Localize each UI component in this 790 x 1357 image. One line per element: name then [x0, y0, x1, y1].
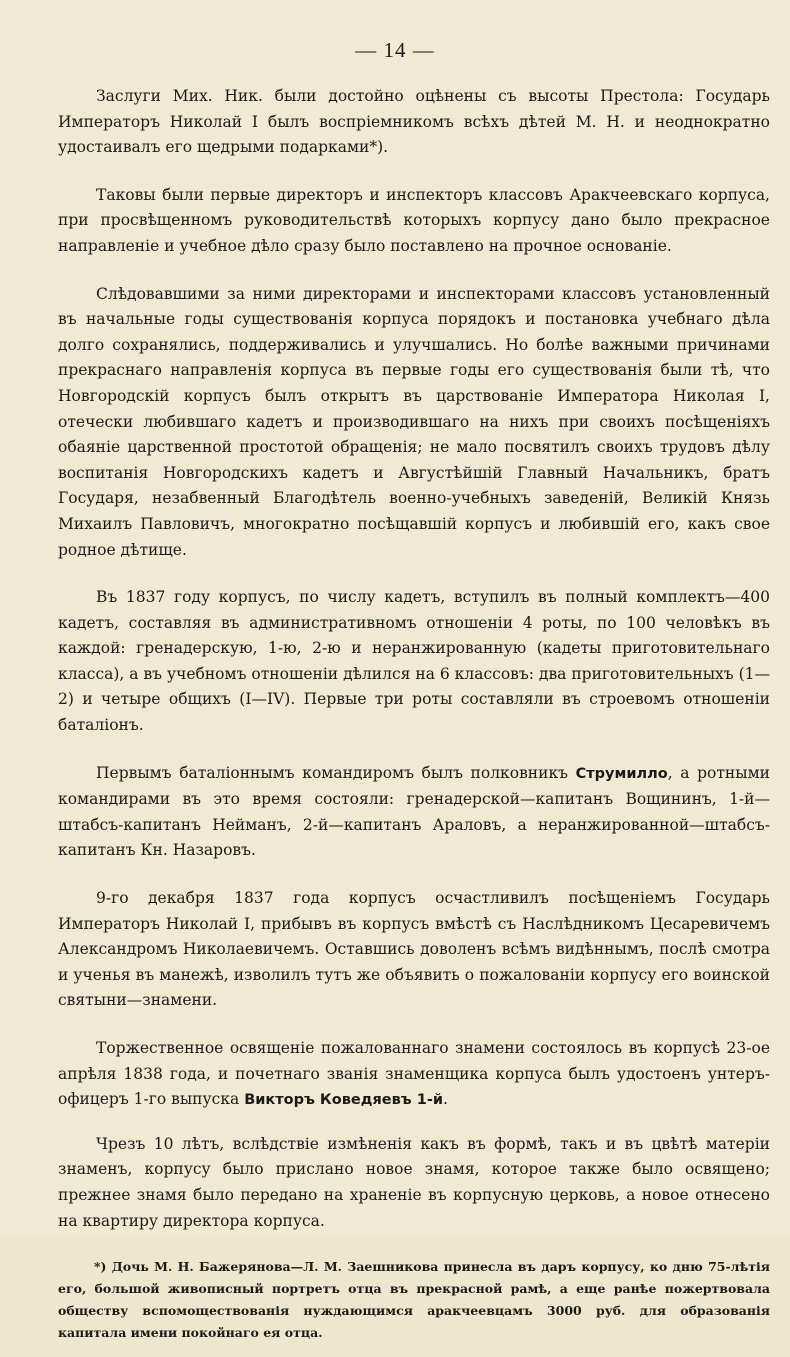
- paragraph-commanders: [58, 761, 770, 864]
- commander-name: Струмилло: [575, 765, 668, 782]
- paragraph-first-directors: Таковы были первые директоръ и инспекторъ классовъ Аракчеевскаго корпуса, при просвѣщенномъ руководительствѣ которыхъ корпусу дано было прекрасное направленіе и учебное дѣло сразу было поставлено на прочное основаніе.: [58, 185, 770, 255]
- paragraph-new-banner: Чрезъ 10 лѣтъ, вслѣдствіе измѣненія какъ въ формѣ, такъ и въ цвѣтѣ матеріи знаменъ, корпусу было прислано новое знамя, которое также было освящено; прежнее знамя было передано на храненіе въ корпусную церковь, а новое отнесено на квартиру директора корпуса.: [58, 1134, 770, 1230]
- footnote-marker: *): [94, 1259, 107, 1275]
- paragraph-successors: Слѣдовавшими за ними директорами и инспекторами классовъ установленный въ начальные годы существованія корпуса порядокъ и постановка учебнаго дѣла долго сохранялись, поддерживались и улучшались. Но болѣе важными причинами прекраснаго направленія корпуса въ первые годы его существованія были тѣ, что Новгородскій корпусъ былъ открытъ въ царствованіе Императора Николая I, отечески любившаго кадетъ и производившаго на нихъ при своихъ посѣщеніяхъ обаяніе царственной простотой обращенія; не мало посвятилъ своихъ трудовъ дѣлу воспитанія Новгородскихъ кадетъ и Августѣйшій Главный Начальникъ, братъ Государя, незабвенный Благодѣтель военно-учебныхъ заведеній, Великій Князь Михаилъ Павловичъ, многократно посѣщавшій корпусъ и любившій его, какъ свое родное дѣтище.: [58, 284, 770, 559]
- paragraph-imperial-visit: 9-го декабря 1837 года корпусъ осчастливилъ посѣщеніемъ Государь Императоръ Николай I, прибывъ въ корпусъ вмѣстѣ съ Наслѣдникомъ Цесаревичемъ Александромъ Николаевичемъ. Оставшись доволенъ всѣмъ видѣннымъ, послѣ смотра и ученья въ манежѣ, изволилъ тутъ же объявить о пожалованіи корпусу его воинской святыни—знамени.: [58, 889, 770, 1010]
- banner-text-before: Торжественное освященіе пожалованнаго знамени состоялось въ корпусѣ 23-ое апрѣля 1838 года, и почетнаго званія знаменщика корпуса былъ удостоенъ унтеръ-офицеръ 1-го выпуска: [58, 1039, 770, 1109]
- footnote: [58, 1256, 770, 1344]
- paragraph-1837-complement: Въ 1837 году корпусъ, по числу кадетъ, вступилъ въ полный комплектъ—400 кадетъ, составляя въ административномъ отношеніи 4 роты, по 100 человѣкъ въ каждой: гренадерскую, 1-ю, 2-ю и неранжированную (кадеты приготовительнаго класса), а въ учебномъ отношеніи дѣлился на 6 классовъ: два приготовительныхъ (1—2) и четыре общихъ (I—IV). Первые три роты составляли въ строевомъ отношеніи баталіонъ.: [58, 588, 770, 735]
- banner-text-after: .: [443, 1090, 448, 1109]
- paragraph-banner-consecration: [58, 1036, 770, 1114]
- commanders-text-before: Первымъ баталіоннымъ командиромъ былъ полковникъ: [96, 763, 576, 782]
- page-body: [58, 84, 770, 1357]
- page-number: — 14 —: [355, 38, 435, 62]
- paragraph-merits: Заслуги Мих. Ник. были достойно оцѣнены съ высоты Престола: Государь Императоръ Николай I былъ воспріемникомъ всѣхъ дѣтей М. Н. и неоднократно удостаивалъ его щедрыми подарками*).: [58, 87, 770, 157]
- footnote-text: Дочь М. Н. Бажерянова—Л. М. Заешникова принесла въ даръ корпусу, ко дню 75-лѣтія его, большой живописный портретъ отца въ прекрасной рамѣ, а еще ранѣе пожертвовала обществу вспомоществованія нуждающимся аракчеевцамъ 3000 руб. для образованія капитала имени покойнаго ея отца.: [58, 1259, 770, 1341]
- standard-bearer-name: Викторъ Коведяевъ 1-й: [244, 1092, 443, 1109]
- commanders-text-after: , а ротными командирами въ это время состояли: гренадерской—капитанъ Вощининъ, 1-й—штабсъ-капитанъ Нейманъ, 2-й—капитанъ Араловъ, а неранжированной—штабсъ-капитанъ Кн. Назаровъ.: [58, 763, 770, 860]
